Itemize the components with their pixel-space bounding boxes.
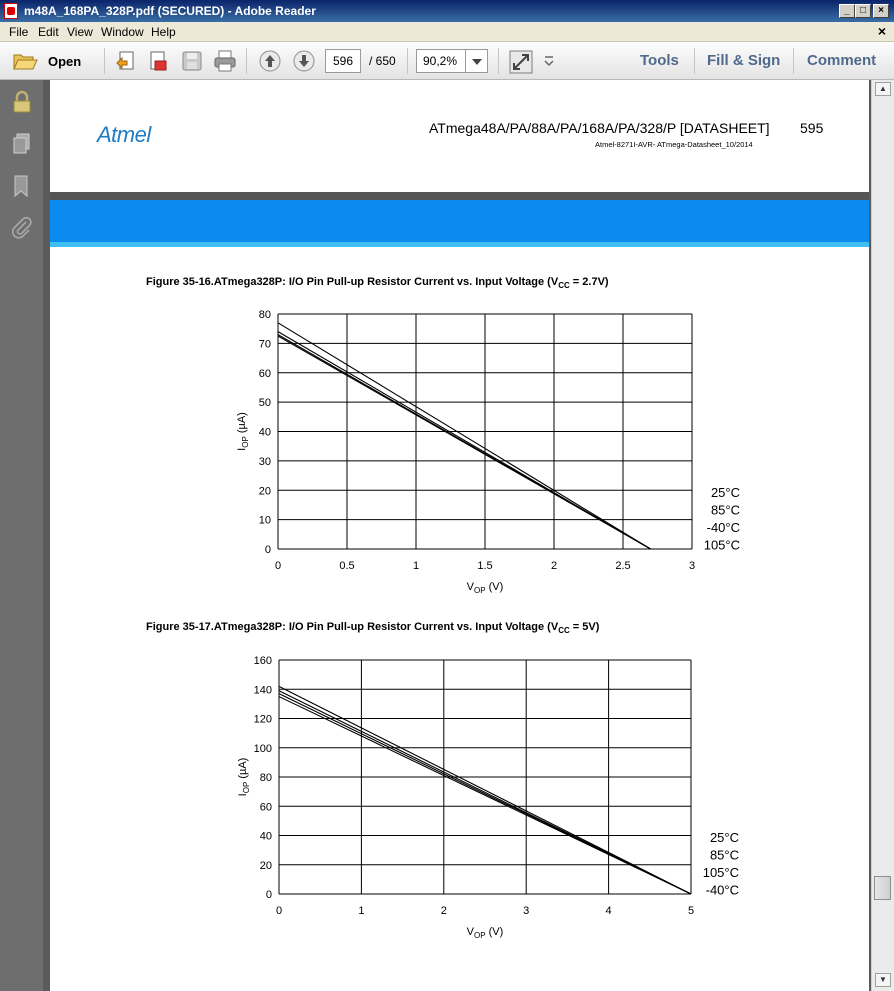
y-tick-label: 120 [253,713,272,726]
y-tick-label: 20 [259,859,272,872]
figure-caption-2-text: Figure 35-17.ATmega328P: I/O Pin Pull-up Resistor Current vs. Input Voltage (V [146,621,559,633]
y-tick-label: 0 [265,889,272,901]
tools-pane-button[interactable]: Tools [640,52,679,69]
expand-icon [508,49,534,75]
x-tick-label: 0.5 [339,560,355,572]
close-window-button[interactable]: × [873,4,889,18]
x-tick-label: 0 [275,905,283,917]
y-tick-label: 40 [259,830,272,843]
x-tick-label: 3 [523,905,530,917]
scroll-up-arrow-icon[interactable]: ▲ [875,82,891,96]
legend-entry: 25°C [709,830,739,845]
export-pdf-button[interactable] [147,49,171,73]
printer-icon [213,49,237,73]
menu-bar [0,22,894,42]
y-tick-label: 40 [258,426,271,439]
full-screen-button[interactable] [508,49,532,73]
x-axis-label: $V_{OP}$ (V) [466,581,504,595]
close-document-icon[interactable]: × [877,23,886,39]
menu-view[interactable]: View [67,25,93,39]
create-pdf-icon [114,49,138,73]
maximize-button[interactable]: □ [855,4,871,18]
datasheet-page-number: 595 [800,120,824,136]
toolbar-separator [407,48,408,74]
window-title-bar [0,0,894,22]
toolbar-separator [694,48,695,74]
y-tick-label: 160 [253,655,272,667]
y-tick-label: 10 [258,514,271,527]
next-page-button[interactable] [292,49,316,73]
chevron-down-icon [472,59,482,65]
navigation-pane [0,80,43,991]
menu-window[interactable]: Window [101,25,144,39]
bookmarks-icon[interactable] [11,174,33,196]
toolbar-separator [793,48,794,74]
y-tick-label: 80 [258,309,271,321]
y-tick-label: 60 [258,367,271,380]
y-tick-label: 50 [258,397,271,410]
legend-entry: -40°C [706,520,740,535]
arrow-up-icon [258,49,282,73]
chevron-down-icon [544,55,554,67]
print-button[interactable] [213,49,237,73]
menu-help[interactable]: Help [151,25,176,39]
zoom-dropdown-button[interactable] [465,49,488,73]
x-tick-label: 3 [688,560,696,572]
legend-entry: 85°C [710,502,740,518]
y-tick-label: 0 [264,544,271,556]
legend-entry: 85°C [709,847,739,863]
y-tick-label: 20 [258,485,271,498]
window-title: m48A_168PA_328P.pdf (SECURED) - Adobe Reader [24,4,316,18]
attachments-paperclip-icon[interactable] [11,216,33,238]
figure-caption-2-end: = 5V) [569,621,600,633]
header-band-blue [50,200,869,242]
legend-entry: 25°C [710,485,740,500]
x-tick-label: 2.5 [615,560,631,572]
x-tick-label: 0 [274,560,282,572]
figure-caption-2 [146,621,599,635]
legend-entry: 105°C [703,537,740,553]
page-thumbnails-icon[interactable] [11,132,33,154]
vertical-scrollbar[interactable] [871,80,894,991]
y-tick-label: 60 [259,801,272,814]
figure-caption-1-end: = 2.7V) [569,276,609,288]
menu-file[interactable]: File [9,25,29,39]
x-tick-label: 1 [412,560,420,572]
page-total: / 650 [369,54,396,68]
legend-entry: -40°C [705,882,739,898]
page-number-input[interactable]: 596 [325,49,361,73]
y-axis-label: $I_{OP}$ (µA) [236,412,250,451]
atmel-logo: Atmel [97,122,151,147]
header-band-dark [50,192,869,200]
x-tick-label: 2 [440,905,447,917]
fill-sign-pane-button[interactable]: Fill & Sign [707,52,781,69]
y-tick-label: 140 [253,684,272,697]
open-label: Open [48,54,82,69]
previous-page-button[interactable] [258,49,282,73]
toolbar-separator [246,48,247,74]
series-line [278,336,651,549]
x-tick-label: 5 [687,905,695,917]
folder-icon [12,49,38,73]
x-tick-label: 1 [358,905,365,917]
zoom-input[interactable]: 90,2% [416,49,466,73]
toolbar [0,42,894,80]
x-axis-label: $V_{OP}$ (V) [466,926,504,940]
x-tick-label: 1.5 [477,560,493,572]
save-button[interactable] [180,49,204,73]
y-tick-label: 80 [259,772,272,784]
x-tick-label: 4 [605,905,612,917]
figure-caption-1-text: Figure 35-16.ATmega328P: I/O Pin Pull-up Resistor Current vs. Input Voltage (V [146,276,559,288]
pdf-file-icon [4,3,18,19]
y-axis-label: $I_{OP}$ (µA) [237,757,251,797]
series-line [278,323,651,549]
export-pdf-icon [147,49,171,73]
x-tick-label: 2 [550,560,558,572]
arrow-down-icon [292,49,316,73]
chart-vcc-5v [50,640,869,945]
toolbar-options-button[interactable] [544,49,556,73]
series-line [279,686,691,894]
create-pdf-button[interactable] [114,49,138,73]
toolbar-separator [498,48,499,74]
chart-vcc-2-7v [50,295,869,600]
open-button[interactable] [12,49,92,73]
minimize-button[interactable]: _ [839,4,855,18]
scroll-down-arrow-icon[interactable]: ▼ [875,973,891,987]
figure-caption-1 [146,276,609,290]
scrollbar-thumb[interactable] [874,876,891,900]
y-tick-label: 70 [258,338,271,351]
y-tick-label: 30 [258,455,271,468]
header-band-light-blue [50,242,869,247]
legend-entry: 105°C [702,865,739,880]
toolbar-separator [104,48,105,74]
comment-pane-button[interactable]: Comment [807,52,877,69]
datasheet-header-title: ATmega48A/PA/88A/PA/168A/PA/328/P [DATASHEET] [429,120,770,136]
floppy-disk-icon [180,49,204,73]
y-tick-label: 100 [253,742,272,755]
security-lock-icon[interactable] [11,90,33,112]
datasheet-document-id: Atmel-8271I-AVR- ATmega-Datasheet_10/2014 [595,140,753,149]
figure-caption-1-sub: CC [558,281,570,291]
figure-caption-2-sub: CC [558,626,570,636]
menu-edit[interactable]: Edit [38,25,59,39]
pdf-page [50,80,869,991]
